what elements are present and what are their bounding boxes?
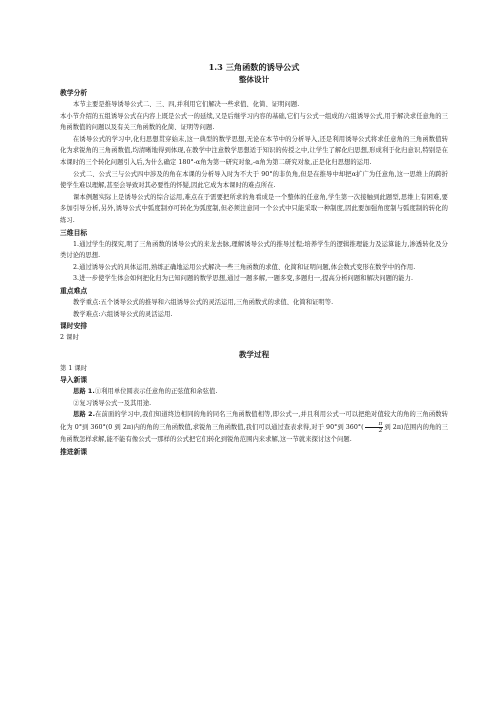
idea-2-text-b: 到 2π)范围内的角的三角函数怎样求解,能不能有像公式一那样的公式把它们转化到锐角范围内来求解,这一节就来探讨这个问题. <box>60 424 448 444</box>
idea-2-text-a: 在前面的学习中,我们知道终边相同的角的同名三角函数值相等,即公式一,并且利用公式一可以把绝对值较大的角的三角函数转化为 0°到 360°(0 到 2π)内的角的三角函数值,求锐角三角函数值,我们可以通过查表求得,对于 90°到 360°( <box>60 411 448 432</box>
document-title: 1.3 三角函数的诱导公式 <box>208 62 300 72</box>
idea-2-label: 思路 2. <box>73 411 96 419</box>
analysis-paragraph: 本小节介绍的五组诱导公式在内容上既是公式一的延续,又是后继学习内容的基础,它们与公式一组成的六组诱导公式,用于解决求任意角的三角函数值的问题以及有关三角函数的化简、证明等问题. <box>60 112 448 132</box>
section-heading-proceed: 推进新课 <box>60 447 88 456</box>
fraction-numerator: π <box>365 421 384 428</box>
analysis-paragraph: 在诱导公式的学习中,化归思想贯穿始末,这一典型的数学思想,无论在本节中的分析导入,还是利用诱导公式将求任意角的三角函数值转化为求锐角的三角函数值,均清晰地得到体现,在教学中注意数学思想适于知识的传授之中,让学生了解化归思想,形成利于化归意识,特别是在本课时的三个转化问题引入后,为什么确定 180°-α角为第一研究对象,-α角为第二研究对象,正是化归思想的运用. <box>60 135 448 166</box>
section-heading-schedule: 课时安排 <box>60 322 88 331</box>
key-point-paragraph: 教学难点:六组诱导公式的灵活运用. <box>73 310 173 318</box>
section-heading-key-points: 重点难点 <box>60 286 88 295</box>
document-subtitle: 整体设计 <box>238 75 270 84</box>
analysis-paragraph: 公式二、公式三与公式四中涉及的角在本课的分析导入时为不大于 90°的非负角,但是在推导中却把α扩广为任意角,这一思维上的跨折使学生难以理解,甚至会导致对其必要性的怀疑,因此它成为本课时的难点所在. <box>60 170 448 190</box>
section-heading-new-lesson: 导入新课 <box>60 376 88 385</box>
pi-over-2-fraction <box>365 421 384 434</box>
section-heading-analysis: 教学分析 <box>60 89 88 97</box>
analysis-paragraph: 本节主要是推导诱导公式二、三、四,并利用它们解决一些求值、化简、证明问题. <box>73 101 300 108</box>
schedule-value: 2 课时 <box>60 334 79 342</box>
goal-paragraph: 3.进一步使学生体会如何把化归为已知问题的数学思想,通过一题多解,一题多变,多题归一,提高分析问题和解决问题的能力. <box>73 275 414 283</box>
analysis-paragraph: 课本例题实际上是诱导公式的综合运用,难点在于需要把所求的角看成是一个整体的任意角,学生第一次接触到此题型,思维上有困难,要多加引导分析,另外,诱导公式中弧度制亦可转化为弧度制,但必须注意同一个公式中只能采取一种制度,因此要加强角度制与弧度制的转化的练习. <box>60 193 448 224</box>
goal-paragraph: 1.通过学生的探究,明了三角函数的诱导公式的来龙去脉,理解诱导公式的推导过程;培养学生的逻辑推理能力及运算能力,渗透转化及分类讨论的思想. <box>60 240 448 260</box>
idea-1-paragraph-2: ②复习诱导公式一及其用途. <box>73 399 152 407</box>
goal-paragraph: 2.通过诱导公式的具体运用,熟练正确地运用公式解决一些三角函数的求值、化简和证明问题,体会数式变形在数学中的作用. <box>73 263 416 271</box>
fraction-denominator: 2 <box>378 428 383 435</box>
idea-1-text: ①利用单位圆表示任意角的正弦值和余弦值. <box>94 388 218 396</box>
key-point-paragraph: 教学重点:五个诱导公式的推导和六组诱导公式的灵活运用,三角函数式的求值、化简和证明等. <box>73 298 334 306</box>
section-heading-goals: 三维目标 <box>60 228 88 237</box>
process-title: 教学过程 <box>238 349 270 359</box>
idea-2-paragraph <box>60 409 448 445</box>
first-period-label: 第 1 课时 <box>60 364 88 372</box>
idea-1-label: 思路 1. <box>73 388 95 396</box>
idea-1-paragraph <box>60 386 448 398</box>
